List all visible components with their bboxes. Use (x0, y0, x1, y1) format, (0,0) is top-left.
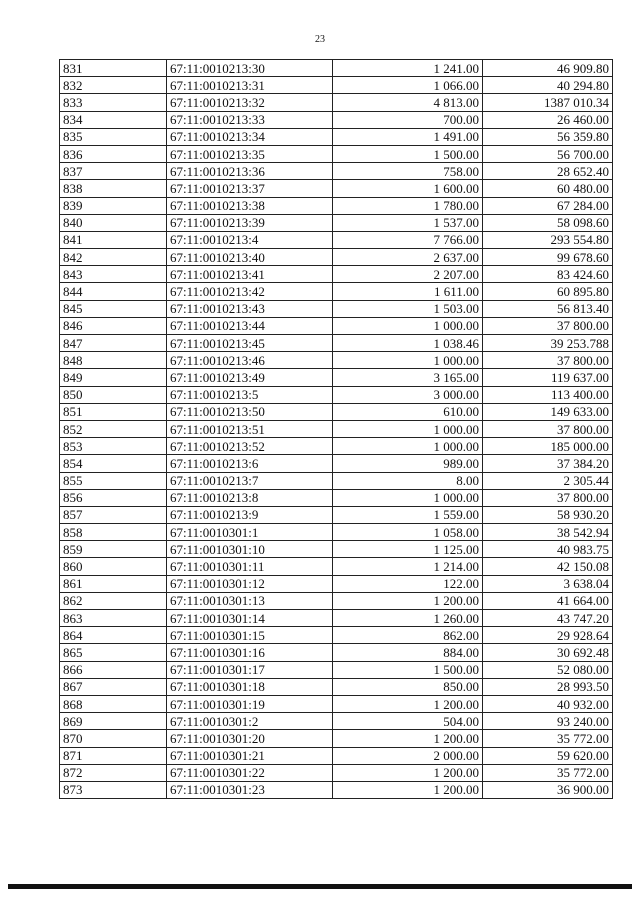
cadastral-value-cell: 149 633.00 (483, 403, 613, 420)
area-cell: 504.00 (333, 713, 483, 730)
table-row (60, 94, 613, 111)
table-body (60, 60, 613, 799)
table-row (60, 644, 613, 661)
cadastral-value-cell: 30 692.48 (483, 644, 613, 661)
cadastral-number-cell: 67:11:0010213:51 (167, 420, 333, 437)
table-row (60, 558, 613, 575)
row-number-cell: 841 (60, 231, 167, 248)
cadastral-number-cell: 67:11:0010213:45 (167, 335, 333, 352)
row-number-cell: 832 (60, 77, 167, 94)
cadastral-value-cell: 43 747.20 (483, 610, 613, 627)
row-number-cell: 852 (60, 420, 167, 437)
table-row (60, 472, 613, 489)
table-row (60, 283, 613, 300)
area-cell: 1 058.00 (333, 524, 483, 541)
row-number-cell: 862 (60, 592, 167, 609)
area-cell: 1 780.00 (333, 197, 483, 214)
row-number-cell: 864 (60, 627, 167, 644)
cadastral-number-cell: 67:11:0010301:19 (167, 695, 333, 712)
cadastral-value-cell: 58 098.60 (483, 214, 613, 231)
cadastral-value-cell: 28 652.40 (483, 163, 613, 180)
table-row (60, 592, 613, 609)
cadastral-number-cell: 67:11:0010301:12 (167, 575, 333, 592)
cadastral-value-cell: 37 800.00 (483, 317, 613, 334)
cadastral-value-table (59, 59, 613, 799)
cadastral-number-cell: 67:11:0010301:15 (167, 627, 333, 644)
cadastral-number-cell: 67:11:0010213:7 (167, 472, 333, 489)
area-cell: 758.00 (333, 163, 483, 180)
row-number-cell: 837 (60, 163, 167, 180)
area-cell: 1 600.00 (333, 180, 483, 197)
cadastral-number-cell: 67:11:0010213:35 (167, 145, 333, 162)
cadastral-value-cell: 46 909.80 (483, 60, 613, 77)
table-row (60, 386, 613, 403)
cadastral-number-cell: 67:11:0010213:33 (167, 111, 333, 128)
cadastral-number-cell: 67:11:0010213:44 (167, 317, 333, 334)
cadastral-number-cell: 67:11:0010213:34 (167, 128, 333, 145)
cadastral-number-cell: 67:11:0010213:41 (167, 266, 333, 283)
cadastral-value-cell: 113 400.00 (483, 386, 613, 403)
row-number-cell: 865 (60, 644, 167, 661)
table-row (60, 524, 613, 541)
table-row (60, 163, 613, 180)
cadastral-number-cell: 67:11:0010213:37 (167, 180, 333, 197)
area-cell: 862.00 (333, 627, 483, 644)
cadastral-number-cell: 67:11:0010213:31 (167, 77, 333, 94)
area-cell: 1 611.00 (333, 283, 483, 300)
cadastral-value-cell: 56 813.40 (483, 300, 613, 317)
table-row (60, 420, 613, 437)
table-row (60, 403, 613, 420)
cadastral-number-cell: 67:11:0010301:2 (167, 713, 333, 730)
table-row (60, 300, 613, 317)
table-row (60, 781, 613, 798)
cadastral-number-cell: 67:11:0010301:14 (167, 610, 333, 627)
area-cell: 1 200.00 (333, 781, 483, 798)
table-row (60, 77, 613, 94)
area-cell: 1 241.00 (333, 60, 483, 77)
table-row (60, 214, 613, 231)
cadastral-value-cell: 26 460.00 (483, 111, 613, 128)
cadastral-number-cell: 67:11:0010213:40 (167, 249, 333, 266)
row-number-cell: 843 (60, 266, 167, 283)
table-row (60, 128, 613, 145)
row-number-cell: 833 (60, 94, 167, 111)
table-row (60, 145, 613, 162)
area-cell: 610.00 (333, 403, 483, 420)
cadastral-number-cell: 67:11:0010301:17 (167, 661, 333, 678)
table-row (60, 231, 613, 248)
cadastral-value-cell: 37 800.00 (483, 489, 613, 506)
area-cell: 1 000.00 (333, 438, 483, 455)
table-row (60, 489, 613, 506)
cadastral-value-cell: 35 772.00 (483, 730, 613, 747)
table-row (60, 695, 613, 712)
cadastral-number-cell: 67:11:0010213:4 (167, 231, 333, 248)
row-number-cell: 858 (60, 524, 167, 541)
row-number-cell: 842 (60, 249, 167, 266)
area-cell: 122.00 (333, 575, 483, 592)
row-number-cell: 868 (60, 695, 167, 712)
row-number-cell: 871 (60, 747, 167, 764)
cadastral-number-cell: 67:11:0010301:21 (167, 747, 333, 764)
row-number-cell: 840 (60, 214, 167, 231)
row-number-cell: 854 (60, 455, 167, 472)
area-cell: 7 766.00 (333, 231, 483, 248)
cadastral-value-cell: 36 900.00 (483, 781, 613, 798)
table-row (60, 455, 613, 472)
row-number-cell: 849 (60, 369, 167, 386)
table-row (60, 678, 613, 695)
table-row (60, 764, 613, 781)
cadastral-number-cell: 67:11:0010213:49 (167, 369, 333, 386)
table-row (60, 249, 613, 266)
cadastral-value-cell: 41 664.00 (483, 592, 613, 609)
area-cell: 1 500.00 (333, 145, 483, 162)
cadastral-number-cell: 67:11:0010301:1 (167, 524, 333, 541)
cadastral-value-cell: 93 240.00 (483, 713, 613, 730)
cadastral-value-cell: 29 928.64 (483, 627, 613, 644)
cadastral-value-cell: 3 638.04 (483, 575, 613, 592)
area-cell: 2 000.00 (333, 747, 483, 764)
cadastral-number-cell: 67:11:0010213:39 (167, 214, 333, 231)
cadastral-number-cell: 67:11:0010301:20 (167, 730, 333, 747)
cadastral-value-cell: 38 542.94 (483, 524, 613, 541)
cadastral-value-cell: 35 772.00 (483, 764, 613, 781)
row-number-cell: 831 (60, 60, 167, 77)
cadastral-number-cell: 67:11:0010213:32 (167, 94, 333, 111)
cadastral-number-cell: 67:11:0010301:22 (167, 764, 333, 781)
cadastral-value-cell: 39 253.788 (483, 335, 613, 352)
cadastral-value-cell: 56 700.00 (483, 145, 613, 162)
area-cell: 2 207.00 (333, 266, 483, 283)
row-number-cell: 869 (60, 713, 167, 730)
table-row (60, 111, 613, 128)
area-cell: 3 000.00 (333, 386, 483, 403)
row-number-cell: 851 (60, 403, 167, 420)
table-row (60, 610, 613, 627)
row-number-cell: 839 (60, 197, 167, 214)
row-number-cell: 867 (60, 678, 167, 695)
cadastral-number-cell: 67:11:0010301:11 (167, 558, 333, 575)
table-row (60, 180, 613, 197)
area-cell: 1 200.00 (333, 764, 483, 781)
cadastral-value-cell: 185 000.00 (483, 438, 613, 455)
cadastral-number-cell: 67:11:0010213:38 (167, 197, 333, 214)
row-number-cell: 834 (60, 111, 167, 128)
table-row (60, 352, 613, 369)
row-number-cell: 863 (60, 610, 167, 627)
row-number-cell: 856 (60, 489, 167, 506)
row-number-cell: 870 (60, 730, 167, 747)
cadastral-number-cell: 67:11:0010213:8 (167, 489, 333, 506)
row-number-cell: 836 (60, 145, 167, 162)
area-cell: 1 038.46 (333, 335, 483, 352)
cadastral-number-cell: 67:11:0010213:43 (167, 300, 333, 317)
table-row (60, 713, 613, 730)
area-cell: 1 200.00 (333, 730, 483, 747)
cadastral-value-cell: 67 284.00 (483, 197, 613, 214)
cadastral-value-cell: 37 800.00 (483, 352, 613, 369)
cadastral-value-cell: 40 294.80 (483, 77, 613, 94)
cadastral-value-cell: 56 359.80 (483, 128, 613, 145)
row-number-cell: 853 (60, 438, 167, 455)
row-number-cell: 848 (60, 352, 167, 369)
area-cell: 1 500.00 (333, 661, 483, 678)
cadastral-number-cell: 67:11:0010301:23 (167, 781, 333, 798)
row-number-cell: 838 (60, 180, 167, 197)
area-cell: 1 200.00 (333, 695, 483, 712)
cadastral-value-cell: 2 305.44 (483, 472, 613, 489)
cadastral-number-cell: 67:11:0010301:18 (167, 678, 333, 695)
table-row (60, 506, 613, 523)
area-cell: 8.00 (333, 472, 483, 489)
cadastral-number-cell: 67:11:0010213:46 (167, 352, 333, 369)
row-number-cell: 866 (60, 661, 167, 678)
area-cell: 1 260.00 (333, 610, 483, 627)
area-cell: 1 000.00 (333, 489, 483, 506)
cadastral-value-cell: 83 424.60 (483, 266, 613, 283)
area-cell: 1 125.00 (333, 541, 483, 558)
table-row (60, 317, 613, 334)
cadastral-number-cell: 67:11:0010301:10 (167, 541, 333, 558)
cadastral-value-cell: 60 895.80 (483, 283, 613, 300)
cadastral-value-cell: 52 080.00 (483, 661, 613, 678)
page-number: 23 (315, 34, 325, 45)
area-cell: 1 066.00 (333, 77, 483, 94)
area-cell: 1 559.00 (333, 506, 483, 523)
cadastral-number-cell: 67:11:0010213:42 (167, 283, 333, 300)
cadastral-value-cell: 293 554.80 (483, 231, 613, 248)
table-row (60, 627, 613, 644)
area-cell: 2 637.00 (333, 249, 483, 266)
row-number-cell: 847 (60, 335, 167, 352)
table-row (60, 369, 613, 386)
row-number-cell: 835 (60, 128, 167, 145)
row-number-cell: 850 (60, 386, 167, 403)
row-number-cell: 844 (60, 283, 167, 300)
table-row (60, 747, 613, 764)
row-number-cell: 873 (60, 781, 167, 798)
row-number-cell: 857 (60, 506, 167, 523)
cadastral-number-cell: 67:11:0010213:36 (167, 163, 333, 180)
cadastral-value-cell: 1387 010.34 (483, 94, 613, 111)
area-cell: 1 000.00 (333, 420, 483, 437)
area-cell: 1 491.00 (333, 128, 483, 145)
cadastral-value-cell: 37 800.00 (483, 420, 613, 437)
area-cell: 989.00 (333, 455, 483, 472)
area-cell: 1 214.00 (333, 558, 483, 575)
table-row (60, 730, 613, 747)
cadastral-value-cell: 60 480.00 (483, 180, 613, 197)
area-cell: 850.00 (333, 678, 483, 695)
table-row (60, 60, 613, 77)
cadastral-number-cell: 67:11:0010301:16 (167, 644, 333, 661)
table-row (60, 541, 613, 558)
row-number-cell: 859 (60, 541, 167, 558)
cadastral-value-cell: 42 150.08 (483, 558, 613, 575)
area-cell: 884.00 (333, 644, 483, 661)
cadastral-number-cell: 67:11:0010213:50 (167, 403, 333, 420)
row-number-cell: 855 (60, 472, 167, 489)
area-cell: 1 200.00 (333, 592, 483, 609)
table-row (60, 335, 613, 352)
cadastral-value-cell: 28 993.50 (483, 678, 613, 695)
row-number-cell: 846 (60, 317, 167, 334)
cadastral-value-cell: 59 620.00 (483, 747, 613, 764)
cadastral-number-cell: 67:11:0010213:5 (167, 386, 333, 403)
row-number-cell: 861 (60, 575, 167, 592)
table-row (60, 266, 613, 283)
area-cell: 1 503.00 (333, 300, 483, 317)
table-row (60, 438, 613, 455)
cadastral-number-cell: 67:11:0010213:9 (167, 506, 333, 523)
cadastral-value-cell: 40 983.75 (483, 541, 613, 558)
row-number-cell: 845 (60, 300, 167, 317)
table-row (60, 661, 613, 678)
cadastral-number-cell: 67:11:0010213:30 (167, 60, 333, 77)
row-number-cell: 860 (60, 558, 167, 575)
row-number-cell: 872 (60, 764, 167, 781)
bottom-rule (8, 884, 632, 889)
cadastral-value-cell: 40 932.00 (483, 695, 613, 712)
area-cell: 1 537.00 (333, 214, 483, 231)
area-cell: 3 165.00 (333, 369, 483, 386)
cadastral-value-cell: 99 678.60 (483, 249, 613, 266)
cadastral-value-cell: 119 637.00 (483, 369, 613, 386)
area-cell: 4 813.00 (333, 94, 483, 111)
cadastral-value-cell: 37 384.20 (483, 455, 613, 472)
cadastral-number-cell: 67:11:0010213:52 (167, 438, 333, 455)
table-row (60, 575, 613, 592)
area-cell: 1 000.00 (333, 352, 483, 369)
cadastral-value-cell: 58 930.20 (483, 506, 613, 523)
area-cell: 700.00 (333, 111, 483, 128)
cadastral-number-cell: 67:11:0010213:6 (167, 455, 333, 472)
area-cell: 1 000.00 (333, 317, 483, 334)
table-row (60, 197, 613, 214)
cadastral-number-cell: 67:11:0010301:13 (167, 592, 333, 609)
